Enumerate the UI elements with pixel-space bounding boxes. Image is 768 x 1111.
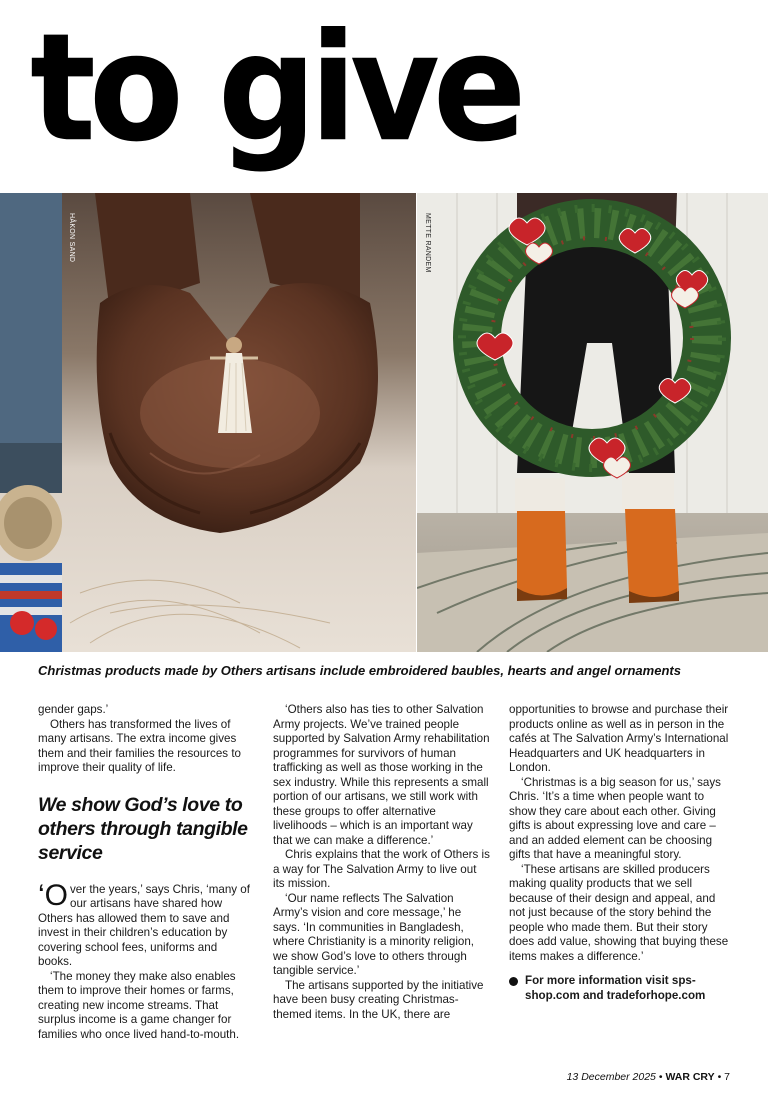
paragraph-text: ver the years,’ says Chris, ‘many of our artisans have shared how Others has allowed them to save and invest in their children’s education by covering school fees, uniforms and books. xyxy=(38,882,250,968)
paragraph: The artisans supported by the initiative have been busy creating Christmas-themed items. In the UK, there are xyxy=(273,978,484,1021)
issue-date: 13 December 2025 xyxy=(566,1071,656,1083)
footer-separator: • xyxy=(658,1071,663,1083)
publication-name: WAR CRY xyxy=(665,1071,715,1083)
photo-wreath xyxy=(417,193,768,652)
paragraph: Others has transformed the lives of many artisans. The extra income gives them and their families the resources to improve their quality of life. xyxy=(38,717,241,774)
article-column-1 xyxy=(38,703,250,1042)
paragraph: ‘Others also has ties to other Salvation Army projects. We’ve trained people supported by Salvation Army rehabilitation programmes for survivors of human trafficking as well as those working in the sex industry. While this represents a small portion of our artisans, we still work with these groups to offer alternative livelihoods – which is an important way that we can make a difference.’ xyxy=(273,703,490,847)
article-column-3 xyxy=(509,703,731,1003)
page-number: • 7 xyxy=(717,1071,730,1083)
bullet-icon xyxy=(509,977,518,986)
photo-spread xyxy=(0,193,768,652)
paragraph: ‘The money they make also enables them to improve their homes or farms, creating new income streams. That surplus income is a game changer for families who once lived hand-to-mouth. xyxy=(38,969,240,1041)
paragraph: ‘These artisans are skilled producers making quality products that we sell because of their design and appeal, and not just because of the story behind the people who made them. But their story does add value, showing that buying these items makes a difference.’ xyxy=(509,862,729,963)
paragraph: ‘Our name reflects The Salvation Army’s vision and core message,’ he says. ‘In communities in Bangladesh, where Christianity is a minority religion, we show God’s love to others through tangible service.’ xyxy=(273,891,475,977)
photo-credit-left: HÅKON SAND xyxy=(68,213,75,263)
paragraph-dropcap xyxy=(38,878,250,970)
more-info-text: For more information visit sps-shop.com and tradeforhope.com xyxy=(525,974,706,1002)
pull-quote: We show God’s love to others through tangible service xyxy=(38,793,248,864)
paragraph: gender gaps.’ xyxy=(38,703,109,716)
photo-caption: Christmas products made by Others artisans include embroidered baubles, hearts and angel ornaments xyxy=(38,663,681,678)
drop-cap: ‘O xyxy=(38,878,68,912)
headline: to give xyxy=(30,1,520,175)
paragraph: opportunities to browse and purchase their products online as well as in person in the cafés at The Salvation Army’s International Headquarters and UK headquarters in London. xyxy=(509,703,729,774)
photo-hands-angel xyxy=(0,193,416,652)
paragraph: ‘Christmas is a big season for us,’ says Chris. ‘It’s a time when people want to show they care about each other. Giving gifts is about expressing love and care – and an added element can be choosing gifts that have a meaningful story. xyxy=(509,775,721,861)
more-info-box xyxy=(509,974,731,1003)
article-column-2 xyxy=(273,703,491,1022)
page-footer xyxy=(567,1071,730,1083)
paragraph: Chris explains that the work of Others is a way for The Salvation Army to live out its mission. xyxy=(273,848,490,890)
photo-credit-right: METTE RANDEM xyxy=(424,213,431,273)
